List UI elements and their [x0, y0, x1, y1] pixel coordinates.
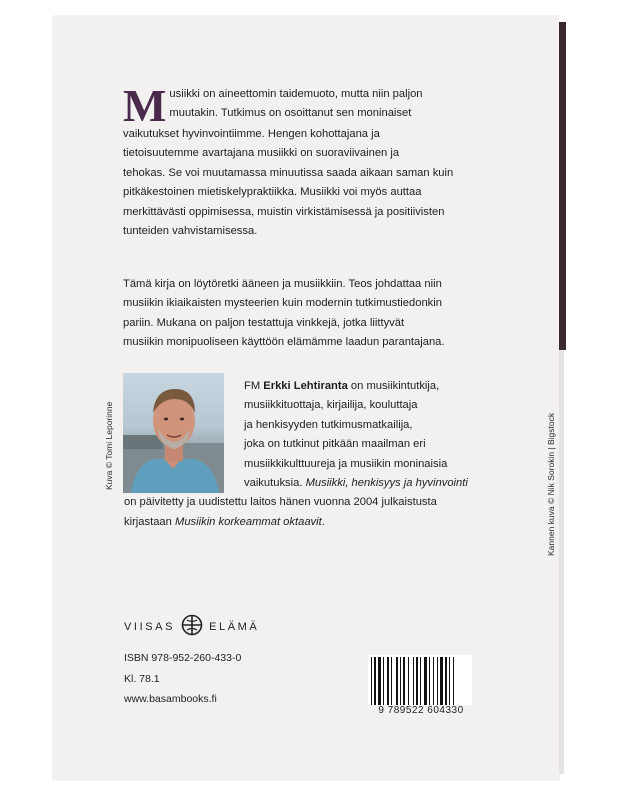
intro-line: tehokas. Se voi muutamassa minuutissa saada aikaan saman kuin [123, 166, 454, 179]
description-line: musiikin ikiaikaisten mysteerien kuin modernin tutkimustiedonkin [123, 297, 442, 310]
bio-text: . [321, 515, 325, 528]
bio-text: on musiikintutkija, [347, 380, 440, 392]
intro-line: muutakin. Tutkimus on osoittanut sen moninaiset [169, 107, 412, 120]
barcode-bar [433, 657, 434, 709]
previous-book-title: Musiikin korkeammat oktaavit [175, 515, 322, 528]
intro-line: usiikki on aineettomin taidemuoto, mutta niin paljon [169, 88, 423, 100]
barcode-bar [429, 657, 430, 709]
author-bio [124, 377, 484, 532]
intro-line: pitkäkestoinen mietiskelypraktiikka. Musiikki voi myös auttaa [123, 186, 422, 199]
bio-line-2: musiikkituottaja, kirjailija, kouluttaja [244, 399, 418, 412]
barcode-bar [403, 657, 405, 709]
bio-text: vaikutuksia. [244, 477, 306, 490]
barcode-bar [378, 657, 381, 709]
book-info [124, 648, 241, 710]
author-name: Erkki Lehtiranta [263, 380, 348, 392]
isbn: ISBN 978-952-260-433-0 [124, 652, 242, 664]
book-title: Musiikki, henkisyys ja hyvinvointi [305, 477, 468, 490]
barcode-bar [440, 657, 443, 709]
barcode-bar [445, 657, 447, 709]
barcode-bar [416, 657, 418, 709]
bio-line-8 [124, 513, 484, 532]
barcode-bar [449, 657, 450, 709]
drop-cap: M [123, 80, 167, 131]
intro-line: vaikutukset hyvinvointiimme. Hengen kohottajana ja [123, 128, 380, 140]
website-link[interactable]: www.basambooks.fi [124, 693, 217, 705]
barcode-bar [387, 657, 389, 709]
cover-credit: Kannen kuva © Nik Sorokin | Bigstock [546, 412, 556, 556]
barcode-bar [400, 657, 401, 709]
bio-text: kirjastaan [124, 515, 175, 528]
bio-line-4: joka on tutkinut pitkään maailman eri [244, 438, 426, 451]
description-line: pariin. Mukana on paljon testattuja vinkkejä, jotka liittyvät [123, 316, 405, 329]
bio-line-1 [244, 377, 484, 396]
publisher-name-left: VIISAS [124, 620, 176, 633]
author-photo [123, 373, 224, 493]
barcode-bar [453, 657, 454, 709]
barcode-bar [420, 657, 421, 709]
publisher-logo [124, 614, 259, 639]
barcode-bar [383, 657, 384, 709]
barcode [368, 655, 472, 711]
spine-edge [559, 22, 566, 350]
barcode-bar [408, 657, 409, 709]
barcode-bar [391, 657, 392, 709]
spine-edge-light [559, 350, 564, 774]
bio-prefix: FM [244, 380, 264, 392]
classification: Kl. 78.1 [124, 672, 160, 685]
publisher-emblem-icon [181, 614, 203, 639]
description-paragraph [123, 275, 468, 353]
bio-line-5: musiikkikulttuureja ja musiikin moninaisia [244, 457, 448, 470]
barcode-bar [374, 657, 376, 709]
barcode-bar [396, 657, 398, 709]
barcode-bar [371, 657, 372, 709]
barcode-bar [424, 657, 427, 709]
intro-paragraph [123, 80, 463, 241]
publisher-name-right: ELÄMÄ [209, 620, 260, 633]
photo-credit: Kuva © Tomi Leporinne [104, 401, 114, 490]
intro-line: merkittävästi oppimisessa, muistin virkistämisessä ja positiivisten [123, 205, 445, 218]
barcode-bar [437, 657, 438, 709]
intro-line: tunteiden vahvistamisessa. [123, 225, 258, 238]
description-line: Tämä kirja on löytöretki ääneen ja musiikkiin. Teos johdattaa niin [123, 278, 442, 290]
bio-line-6 [244, 474, 484, 493]
description-line: musiikin monipuoliseen käyttöön elämämme laadun parantajana. [123, 336, 445, 349]
intro-line: tietoisuutemme avartajana musiikki on suoraviivainen ja [123, 147, 400, 160]
bio-line-7: on päivitetty ja uudistettu laitos hänen vuonna 2004 julkaistusta [124, 496, 437, 509]
barcode-bar [413, 657, 414, 709]
barcode-number: 9 789522 604330 [363, 705, 479, 716]
bio-line-3: ja henkisyyden tutkimusmatkailija, [244, 418, 413, 431]
